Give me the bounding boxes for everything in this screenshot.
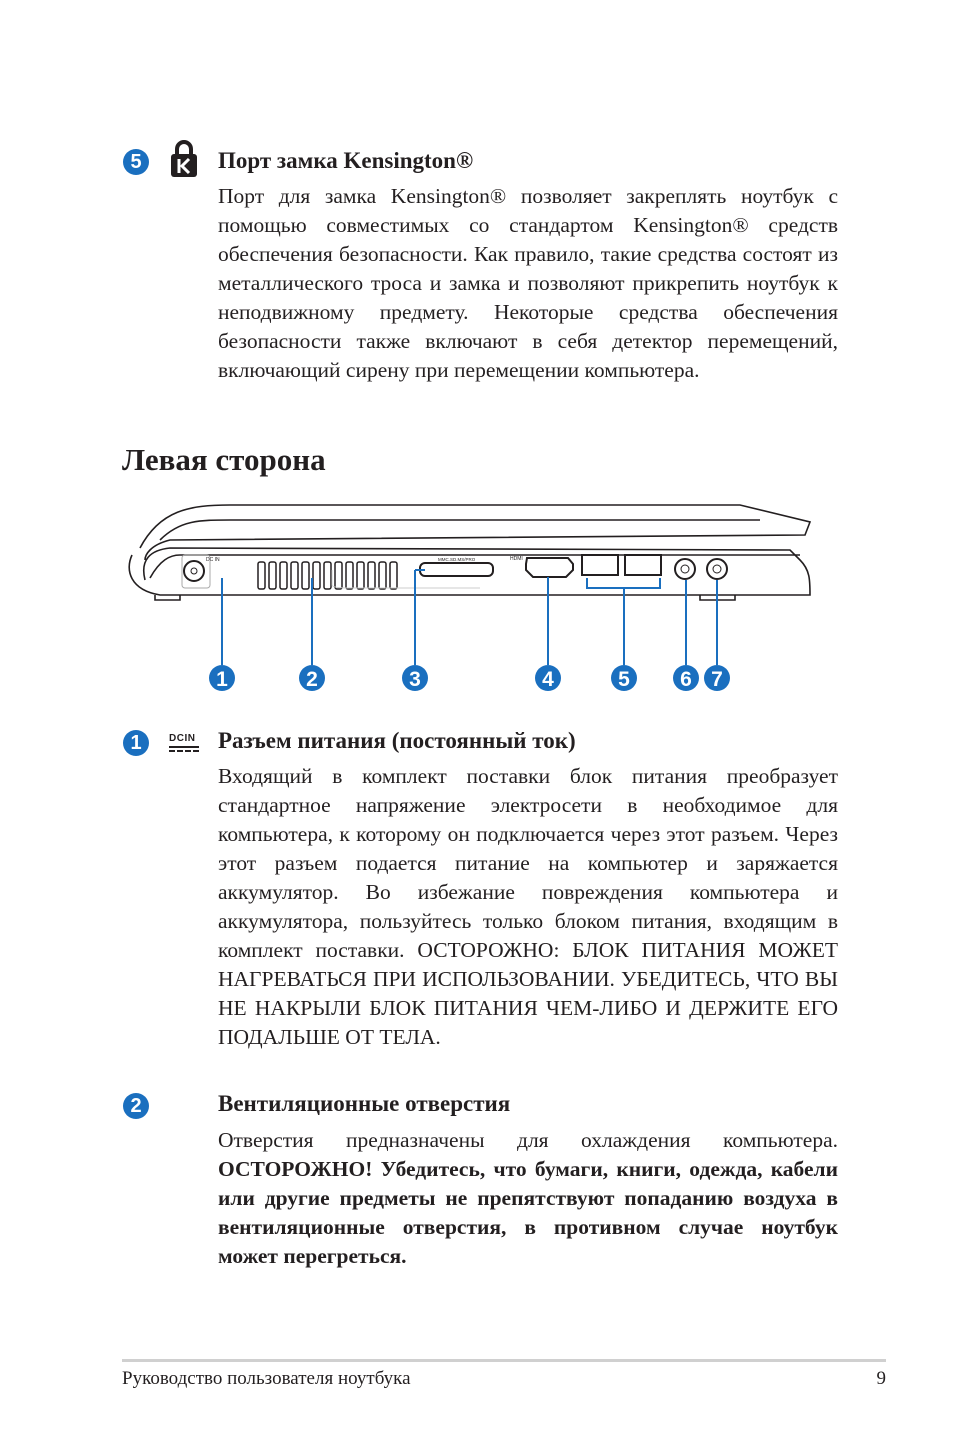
callout-number: 3 [409,668,421,691]
callout-number: 7 [711,668,723,691]
item-description [218,1126,838,1271]
kensington-description: Порт для замка Kensington® позволяет закреплять ноутбук с помощью совместимых со стандартом Kensington® средств обеспечения безопасности. Как правило, такие средства состоят из металлического троса и замка и позволяют прикрепить ноутбук к неподвижному предмету. Некоторые средства обеспечения безопасности также включают в себя детектор перемещений, включающий сирену при перемещении компьютера. [218,184,838,382]
vent-slot [280,562,287,589]
dc-in-icon-label: DCIN [169,733,196,744]
card-reader-label: MMC.SD.MS/PRO [438,557,476,562]
callout-number: 6 [680,668,692,691]
callout-number: 5 [618,668,630,691]
footer-title: Руководство пользователя ноутбука [122,1368,411,1389]
callout-number: 2 [306,668,318,691]
vent-slot [302,562,309,589]
kensington-title: Порт замка Kensington® [218,148,474,173]
dc-in-icon [169,734,199,752]
item-text: Отверстия предназначены для охлаждения компьютера. [218,1128,838,1152]
footer-divider [122,1359,886,1362]
item-title: Разъем питания (постоянный ток) [218,728,576,753]
vent-slot [357,562,364,589]
section-title: Левая сторона [122,442,326,477]
vent-slot [291,562,298,589]
dcin-label: DC IN [206,557,220,563]
kensington-lock-icon [169,139,199,184]
vent-slot [269,562,276,589]
vent-slot [379,562,386,589]
vent-slot [346,562,353,589]
page-number: 9 [876,1368,886,1389]
callout-number: 4 [542,668,554,691]
vent-slot [324,562,331,589]
item-warning: ОСТОРОЖНО! Убедитесь, что бумаги, книги, одежда, кабели или другие предметы не препятствуют попаданию воздуха в вентиляционные отверстия, в противном случае ноутбук может перегреться. [218,1157,838,1268]
laptop-left-side-diagram [120,500,820,705]
vent-slot [335,562,342,589]
callout-number: 1 [216,668,228,691]
vent-slot [258,562,265,589]
callout-number: 5 [123,149,149,175]
item-title: Вентиляционные отверстия [218,1091,511,1116]
vent-slot [313,562,320,589]
callout-number: 1 [123,730,149,756]
item-description: Входящий в комплект поставки блок питания преобразует стандартное напряжение электросети в необходимое для компьютера, к которому он подключается через этот разъем. Через этот разъем подается питание на компьютер и заряжается аккумулятор. Во избежание повреждения компьютера и аккумулятора, пользуйтесь только блоком питания, входящим в комплект поставки. ОСТОРОЖНО: БЛОК ПИТАНИЯ МОЖЕТ НАГРЕВАТЬСЯ ПРИ ИСПОЛЬЗОВАНИИ. УБЕДИТЕСЬ, ЧТО ВЫ НЕ НАКРЫЛИ БЛОК ПИТАНИЯ ЧЕМ-ЛИБО И ДЕРЖИТЕ ЕГО ПОДАЛЬШЕ ОТ ТЕЛА. [218,764,838,1049]
vent-slot [390,562,397,589]
vent-slot [368,562,375,589]
callout-number: 2 [123,1093,149,1119]
hdmi-label: HDMI [510,556,523,562]
